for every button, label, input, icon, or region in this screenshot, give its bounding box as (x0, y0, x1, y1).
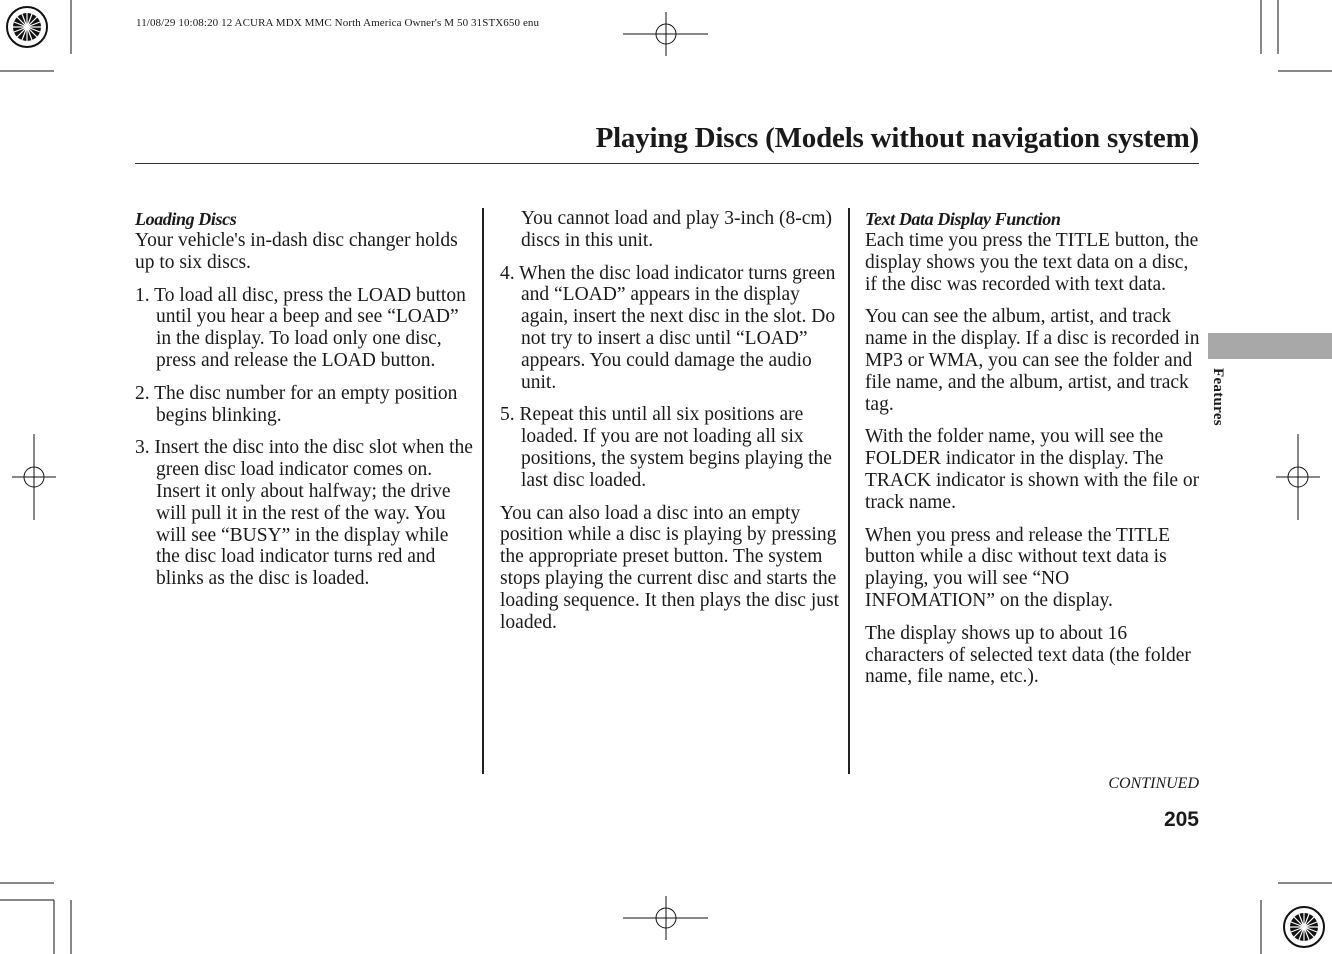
page-title: Playing Discs (Models without navigation system) (595, 122, 1199, 154)
side-tab-label: Features (1210, 368, 1226, 426)
column-divider (848, 208, 850, 774)
list-item: 5. Repeat this until all six positions are loaded. If you are not loading all six positions, the system begins playing the last disc loaded. (500, 404, 832, 491)
print-meta-header: 11/08/29 10:08:20 12 ACURA MDX MMC North America Owner's M 50 31STX650 enu (136, 17, 540, 29)
body-paragraph: Each time you press the TITLE button, the display shows you the text data on a disc, if the disc was recorded with text data. (865, 230, 1199, 295)
section-heading: Text Data Display Function (865, 209, 1061, 229)
title-rule (135, 163, 1199, 164)
note-paragraph: You cannot load and play 3-inch (8-cm) discs in this unit. (521, 208, 833, 251)
column-divider (482, 208, 484, 774)
column-loading-discs (135, 208, 475, 601)
list-item: 4. When the disc load indicator turns green and “LOAD” appears in the display again, insert the next disc in the slot. Do not try to insert a disc until “LOAD” appears. You could damage the audio unit. (500, 262, 836, 393)
steps-list (500, 263, 840, 492)
side-tab (1208, 333, 1332, 359)
body-paragraph: You can also load a disc into an empty position while a disc is playing by pressing the appropriate preset button. The system stops playing the current disc and starts the loading sequence. It then plays the disc just loaded. (500, 502, 840, 633)
section-heading: Loading Discs (135, 209, 237, 229)
continued-label: CONTINUED (1108, 775, 1199, 792)
body-paragraph: When you press and release the TITLE button while a disc without text data is playing, you will see “NO INFOMATION” on the display. (865, 524, 1171, 611)
page-number: 205 (1163, 808, 1199, 831)
column-loading-continued (500, 208, 840, 644)
list-item: 3. Insert the disc into the disc slot when the green disc load indicator comes on. Insert it only about halfway; the drive will pull it in the rest of the way. You will see “BUSY” in the display while the disc load indicator turns red and blinks as the disc is loaded. (135, 437, 473, 590)
column-text-data-display (865, 208, 1200, 699)
steps-list (135, 285, 475, 590)
body-paragraph: With the folder name, you will see the FOLDER indicator in the display. The TRACK indicator is shown with the file or track name. (865, 426, 1200, 513)
list-item: 1. To load all disc, press the LOAD button until you hear a beep and see “LOAD” in the display. To load only one disc, press and release the LOAD button. (135, 284, 466, 371)
body-paragraph: The display shows up to about 16 characters of selected text data (the folder name, file name, etc.). (865, 622, 1191, 688)
list-item: 2. The disc number for an empty position begins blinking. (135, 382, 458, 426)
intro-paragraph: Your vehicle's in-dash disc changer holds up to six discs. (135, 230, 458, 273)
body-paragraph: You can see the album, artist, and track name in the display. If a disc is recorded in MP3 or WMA, you can see the folder and file name, and the album, artist, and track tag. (865, 306, 1200, 415)
